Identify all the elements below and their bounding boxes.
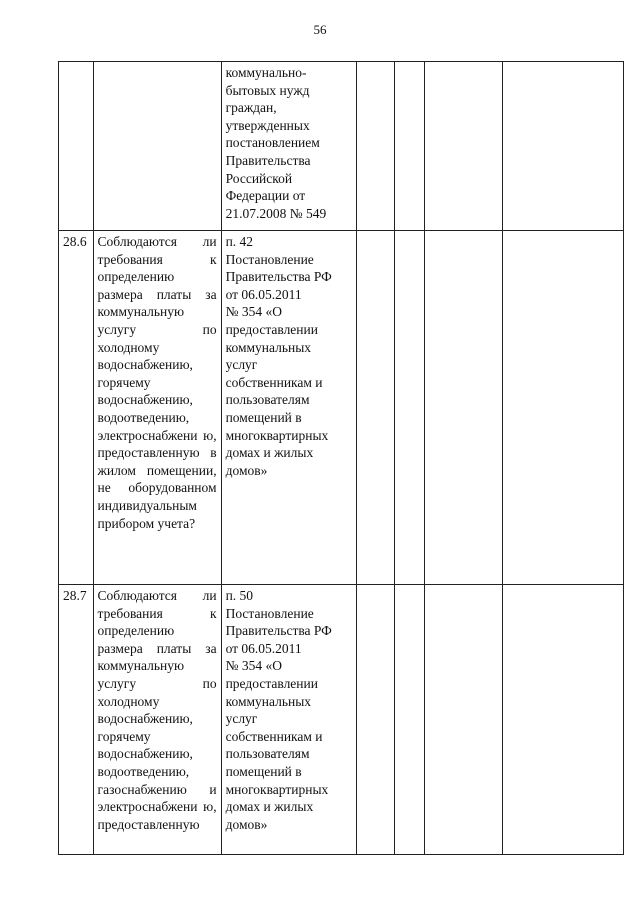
row-number-cell [59, 62, 94, 231]
page-number: 56 [313, 22, 327, 37]
empty-cell [395, 231, 424, 585]
empty-cell [424, 62, 502, 231]
requirement-cell [93, 62, 221, 231]
empty-cell [395, 62, 424, 231]
empty-cell [503, 62, 624, 231]
empty-cell [503, 231, 624, 585]
legal-reference-cell: п. 50 Постановление Правительства РФ от 06.05.2011 № 354 «О предоставлении коммунальных услуг собственникам и пользователям помещений в многоквартирных домах и жилых домов» [221, 585, 356, 855]
row-number-cell: 28.7 [59, 585, 94, 855]
empty-cell [503, 585, 624, 855]
empty-cell [424, 231, 502, 585]
empty-cell [395, 585, 424, 855]
inspection-checklist-table [58, 61, 624, 855]
row-number-cell: 28.6 [59, 231, 94, 585]
table-row [59, 231, 624, 585]
legal-reference-cell: п. 42 Постановление Правительства РФ от 06.05.2011 № 354 «О предоставлении коммунальных услуг собственникам и пользователям помещений в многоквартирных домах и жилых домов» [221, 231, 356, 585]
empty-cell [356, 231, 395, 585]
requirement-cell: Соблюдаются ли требования к определению размера платы за коммунальную услугу по холодному водоснабжению, горячему водоснабжению, водоотведению, газоснабжению и электроснабжени ю, предоставленную [93, 585, 221, 855]
legal-reference-cell: коммунально- бытовых нужд граждан, утвержденных постановлением Правительства Российской Федерации от 21.07.2008 № 549 [221, 62, 356, 231]
table-row [59, 585, 624, 855]
empty-cell [424, 585, 502, 855]
table-row [59, 62, 624, 231]
empty-cell [356, 62, 395, 231]
empty-cell [356, 585, 395, 855]
requirement-cell: Соблюдаются ли требования к определению размера платы за коммунальную услугу по холодному водоснабжению, горячему водоснабжению, водоотведению, электроснабжени ю, предоставленную в жилом помещении, не оборудованном индивидуальным прибором учета? [93, 231, 221, 585]
